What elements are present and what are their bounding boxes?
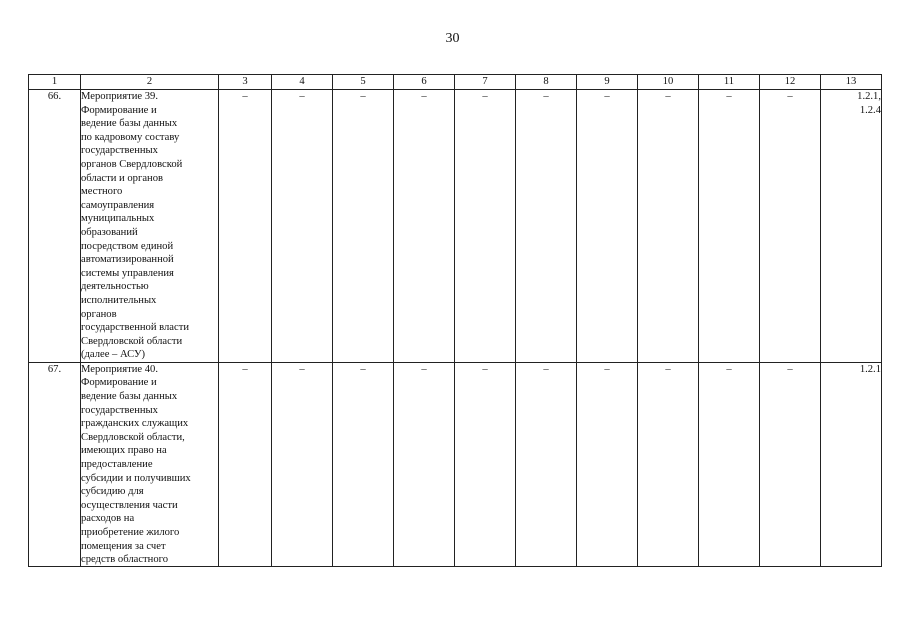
value-cell: – xyxy=(455,362,516,566)
value-cell: – xyxy=(394,90,455,363)
column-header: 4 xyxy=(272,75,333,90)
column-header: 11 xyxy=(699,75,760,90)
value-cell: – xyxy=(699,90,760,363)
column-header: 8 xyxy=(516,75,577,90)
value-cell: – xyxy=(760,90,821,363)
value-cell: – xyxy=(455,90,516,363)
row-number: 67. xyxy=(29,362,81,566)
column-header: 5 xyxy=(333,75,394,90)
row-number: 66. xyxy=(29,90,81,363)
page-number: 30 xyxy=(445,31,460,46)
activities-table xyxy=(28,74,882,567)
value-cell: – xyxy=(272,362,333,566)
column-header: 10 xyxy=(638,75,699,90)
column-header: 7 xyxy=(455,75,516,90)
value-cell: – xyxy=(333,362,394,566)
column-header: 6 xyxy=(394,75,455,90)
value-cell: – xyxy=(219,90,272,363)
row-reference: 1.2.1 xyxy=(821,362,882,566)
value-cell: – xyxy=(577,362,638,566)
value-cell: – xyxy=(699,362,760,566)
column-header: 13 xyxy=(821,75,882,90)
table-row xyxy=(29,90,882,363)
value-cell: – xyxy=(577,90,638,363)
value-cell: – xyxy=(638,90,699,363)
column-header: 9 xyxy=(577,75,638,90)
value-cell: – xyxy=(272,90,333,363)
row-reference: 1.2.1, 1.2.4 xyxy=(821,90,882,363)
value-cell: – xyxy=(394,362,455,566)
description-text: Мероприятие 40. Формирование и ведение базы данных государственных гражданских служащих Свердловской области, имеющих право на предоставление субсидии и получивших субсидию для осуществления части расходов на приобретение жилого помещения за счет средств областного xyxy=(81,363,191,566)
column-header: 3 xyxy=(219,75,272,90)
value-cell: – xyxy=(516,362,577,566)
table-row xyxy=(29,362,882,566)
column-header: 12 xyxy=(760,75,821,90)
column-header: 1 xyxy=(29,75,81,90)
row-description xyxy=(81,90,219,363)
table-header-row xyxy=(29,75,882,90)
value-cell: – xyxy=(516,90,577,363)
value-cell: – xyxy=(638,362,699,566)
column-header: 2 xyxy=(81,75,219,90)
row-description xyxy=(81,362,219,566)
value-cell: – xyxy=(333,90,394,363)
description-text: Мероприятие 39. Формирование и ведение базы данных по кадровому составу государственных органов Свердловской области и органов местного самоуправления муниципальных образований посредством единой автоматизированной системы управления деятельностью исполнительных органов государственной власти Свердловской области (далее – АСУ) xyxy=(81,91,190,361)
value-cell: – xyxy=(219,362,272,566)
value-cell: – xyxy=(760,362,821,566)
